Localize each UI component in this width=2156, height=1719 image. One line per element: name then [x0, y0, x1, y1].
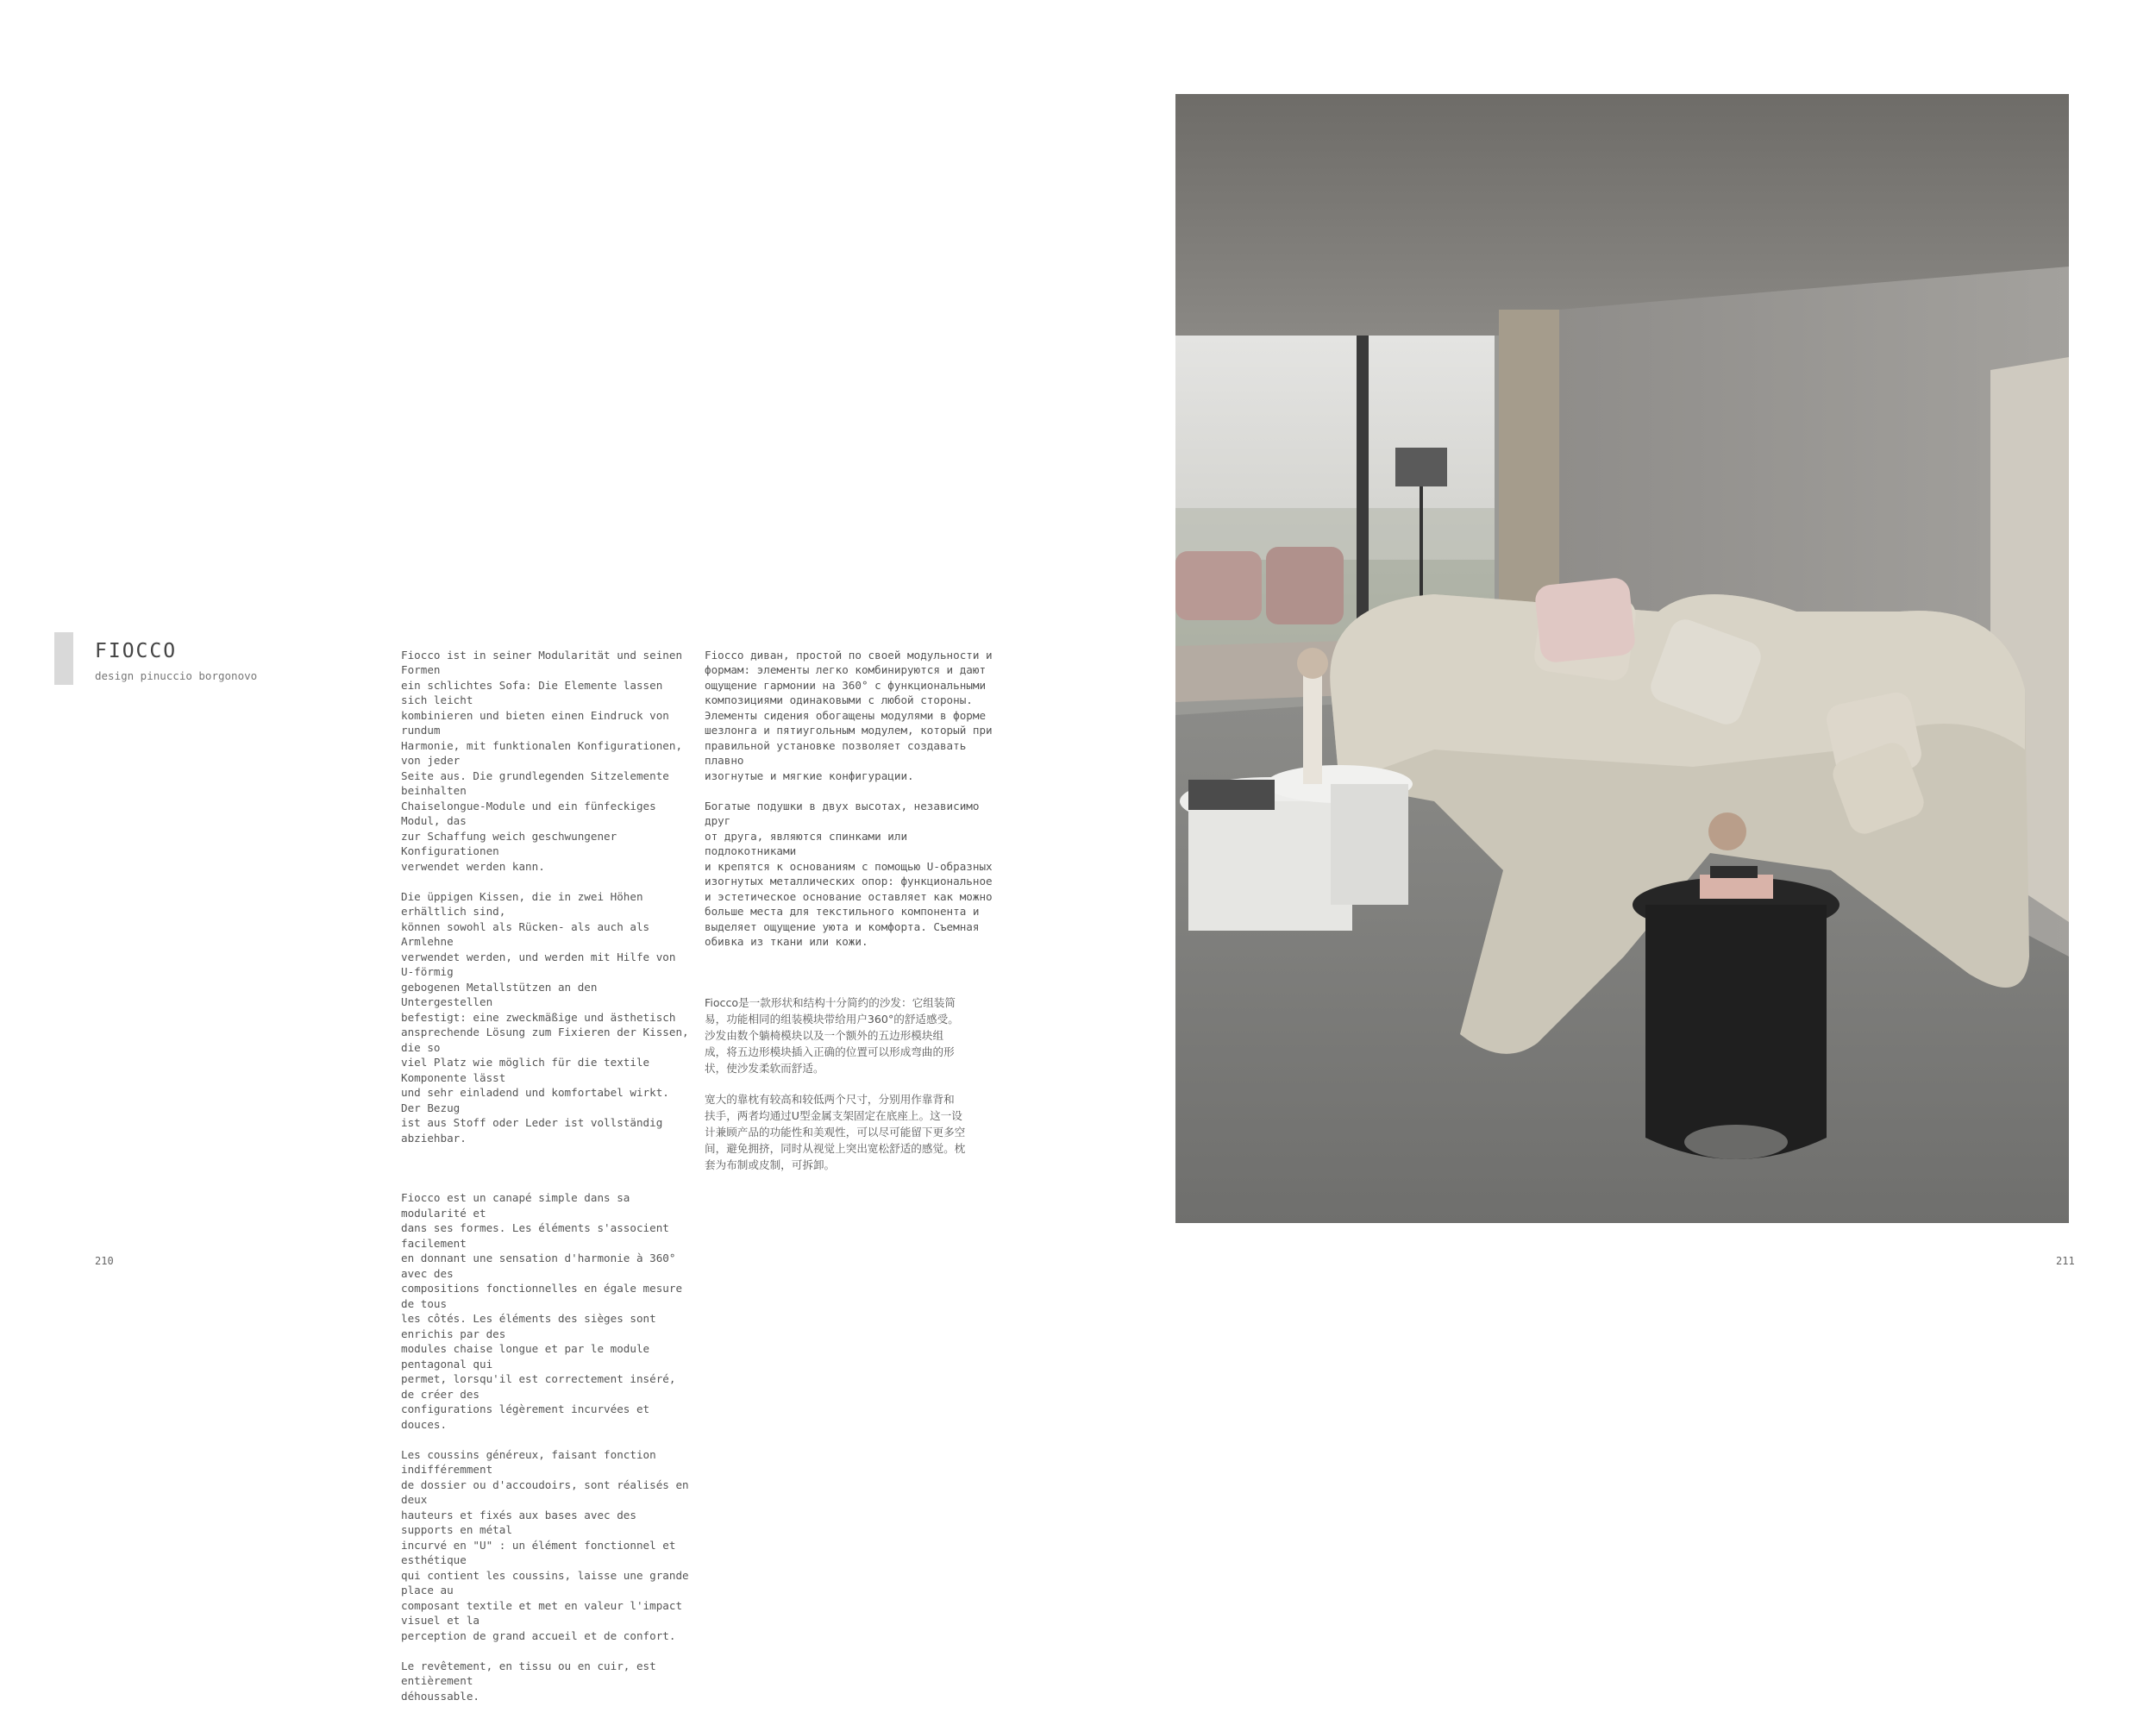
paragraph-de-2: Die üppigen Kissen, die in zwei Höhen erhältlich sind, können sowohl als Rücken- als auch als Armlehne verwendet werden, und werden mit Hilfe von U-förmig gebogenen Metallstützen an den Untergestellen befestigt: eine zweckmäßige und ästhetisch ansprechende Lösung zum Fixieren der Kissen, die so viel Platz wie möglich für die textile Komponente lässt und sehr einladend und komfortabel wirkt. Der Bezug ist aus Stoff oder Leder ist vollständig abziehbar.	[401, 889, 689, 1145]
paragraph-ru-2: Богатые подушки в двух высотах, независимо друг от друга, являются спинками или подлокотниками и крепятся к основаниям с помощью U-образных изогнутых металлических опор: функциональное и эстетическое основание оставляет как можно больше места для текстильного компонента и выделяет ощущение уюта и комфорта. Съемная обивка из ткани или кожи.	[705, 799, 993, 948]
product-designer: design pinuccio borgonovo	[95, 669, 258, 682]
paragraph-fr-1: Fiocco est un canapé simple dans sa modularité et dans ses formes. Les éléments s'associent facilement en donnant une sensation d'harmonie à 360° avec des compositions fonctionnelles en égale mesure de tous les côtés. Les éléments des sièges sont enrichis par des modules chaise longue et par le module pentagonal qui permet, lorsqu'il est correctement inséré, de créer des configurations légèrement incurvées et douces.	[401, 1191, 683, 1431]
page-number-right: 211	[2056, 1255, 2075, 1267]
paragraph-fr-2: Les coussins généreux, faisant fonction indifféremment de dossier ou d'accoudoirs, sont réalisés en deux hauteurs et fixés aux bases avec des supports en métal incurvé en "U" : un élément fonctionnel et esthétique qui contient les coussins, laisse une grande place au composant textile et met en valeur l'impact visuel et la perception de grand accueil et de confort.	[401, 1447, 689, 1642]
paragraph-zh-1: Fiocco是一款形状和结构十分简约的沙发：它组装简 易，功能相同的组装模块带给用户360°的舒适感受。 沙发由数个躺椅模块以及一个额外的五边形模块组 成，将五边形模块插入正确的位置可以形成弯曲的形 状，使沙发柔软而舒适。	[705, 995, 959, 1075]
text-column-de-fr	[401, 632, 694, 1719]
paragraph-de-1: Fiocco ist in seiner Modularität und seinen Formen ein schlichtes Sofa: Die Elemente lassen sich leicht kombinieren und bieten einen Eindruck von rundum Harmonie, mit funktionalen Konfigurationen, von jeder Seite aus. Die grundlegenden Sitzelemente beinhalten Chaiselongue-Module und ein fünfeckiges Modul, das zur Schaffung weich geschwungener Konfigurationen verwendet werden kann.	[401, 648, 683, 873]
paragraph-ru-1: Fiocco диван, простой по своей модульности и формам: элементы легко комбинируются и дают ощущение гармонии на 360° с функциональными композициями одинаковыми с любой стороны. Элементы сидения обогащены модулями в форме шезлонга и пятиугольным модулем, который при правильной установке позволяет создавать плавно изогнутые и мягкие конфигурации.	[705, 648, 993, 782]
sofa-interior-photo	[1175, 94, 2069, 1223]
product-title: FIOCCO	[95, 640, 178, 662]
left-page	[0, 0, 1078, 1703]
paragraph-fr-3: Le revêtement, en tissu ou en cuir, est entièrement déhoussable.	[401, 1659, 656, 1703]
page-number-left: 210	[95, 1255, 114, 1267]
title-marker-bar	[54, 632, 73, 685]
paragraph-zh-2: 宽大的靠枕有较高和较低两个尺寸，分别用作靠背和 扶手，两者均通过U型金属支架固定在底座上。这一设 计兼顾产品的功能性和美观性，可以尽可能留下更多空 间，避免拥挤，同时从视觉上突出宽松舒适的感觉。枕 套为布制或皮制，可拆卸。	[705, 1093, 966, 1171]
text-column-ru-zh	[705, 632, 998, 1189]
